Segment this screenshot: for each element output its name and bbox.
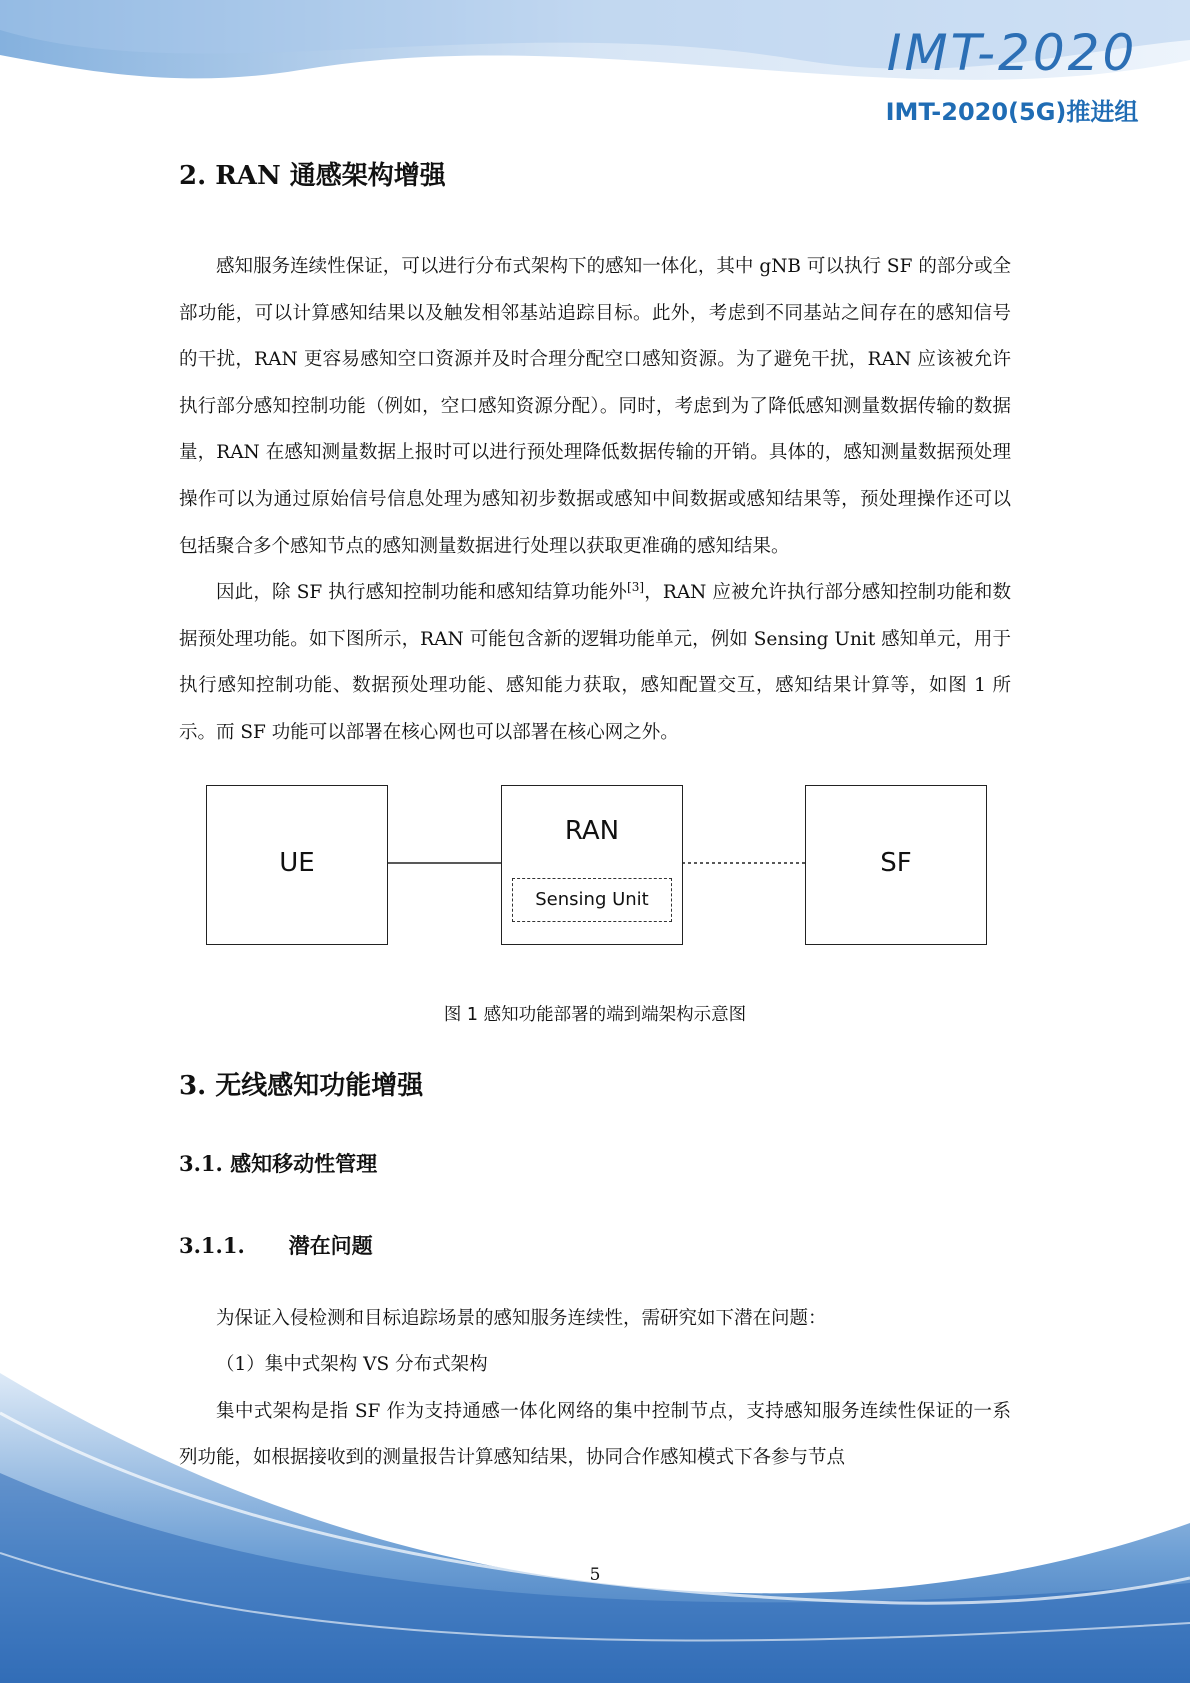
ran-label: RAN <box>564 815 620 846</box>
sf-label: SF <box>880 847 912 878</box>
page-number: 5 <box>589 1565 601 1585</box>
section-3-1-1-heading: 3.1.1. 潜在问题 <box>179 1232 373 1258</box>
section-3-paragraph-2: （1）集中式架构 VS 分布式架构 <box>216 1354 488 1376</box>
para2-text-b: ，RAN 应被允许执行部分感知控制功能和数据预处理功能。如下图所示，RAN 可能包含新的逻辑功能单元，例如 Sensing Unit 感知单元，用于执行感知控制功能、数据预处理功能、感知能力获取，感知配置交互，感知结果计算等，如图 1 所示。而 SF 功能可以部署在核心网也可以部署在核心网之外。 <box>179 582 1011 743</box>
section-2-heading: 2. RAN 通感架构增强 <box>179 161 446 191</box>
section-3-paragraph-3: 集中式架构是指 SF 作为支持通感一体化网络的集中控制节点，支持感知服务连续性保证的一系列功能，如根据接收到的测量报告计算感知结果，协同合作感知模式下各参与节点 <box>179 1400 1011 1469</box>
section-3-1-heading: 3.1. 感知移动性管理 <box>179 1150 378 1176</box>
logo-wordmark: IMT-2020 <box>886 24 1138 82</box>
ran-box <box>501 785 683 945</box>
page-content <box>179 150 1011 1482</box>
logo-subtitle: IMT-2020(5G)推进组 <box>885 98 1139 126</box>
figure-1-diagram <box>179 781 1011 969</box>
section-3-heading: 3. 无线感知功能增强 <box>179 1070 424 1101</box>
ue-box <box>206 785 388 945</box>
section-2-paragraph-1: 感知服务连续性保证，可以进行分布式架构下的感知一体化，其中 gNB 可以执行 SF 的部分或全部功能，可以计算感知结果以及触发相邻基站追踪目标。此外，考虑到不同基站之间存在的感知信号的干扰，RAN 更容易感知空口资源并及时合理分配空口感知资源。为了避免干扰，RAN 应该被允许执行部分感知控制功能（例如，空口感知资源分配）。同时，考虑到为了降低感知测量数据传输的数据量，RAN 在感知测量数据上报时可以进行预处理降低数据传输的开销。具体的，感知测量数据预处理操作可以为通过原始信号信息处理为感知初步数据或感知中间数据或感知结果等，预处理操作还可以包括聚合多个感知节点的感知测量数据进行处理以获取更准确的感知结果。 <box>179 256 1011 557</box>
sf-box <box>805 785 987 945</box>
figure-1-caption: 图 1 感知功能部署的端到端架构示意图 <box>443 1004 747 1025</box>
sensing-unit-box: Sensing Unit <box>512 878 672 922</box>
imt2020-logo <box>882 22 1142 142</box>
section-2-paragraph-2 <box>179 570 1011 756</box>
section-3-paragraph-1: 为保证入侵检测和目标追踪场景的感知服务连续性，需研究如下潜在问题： <box>216 1307 827 1329</box>
citation-ref: [3] <box>627 580 645 594</box>
ue-label: UE <box>279 847 315 878</box>
para2-text-a: 因此，除 SF 执行感知控制功能和感知结算功能外 <box>216 582 628 604</box>
